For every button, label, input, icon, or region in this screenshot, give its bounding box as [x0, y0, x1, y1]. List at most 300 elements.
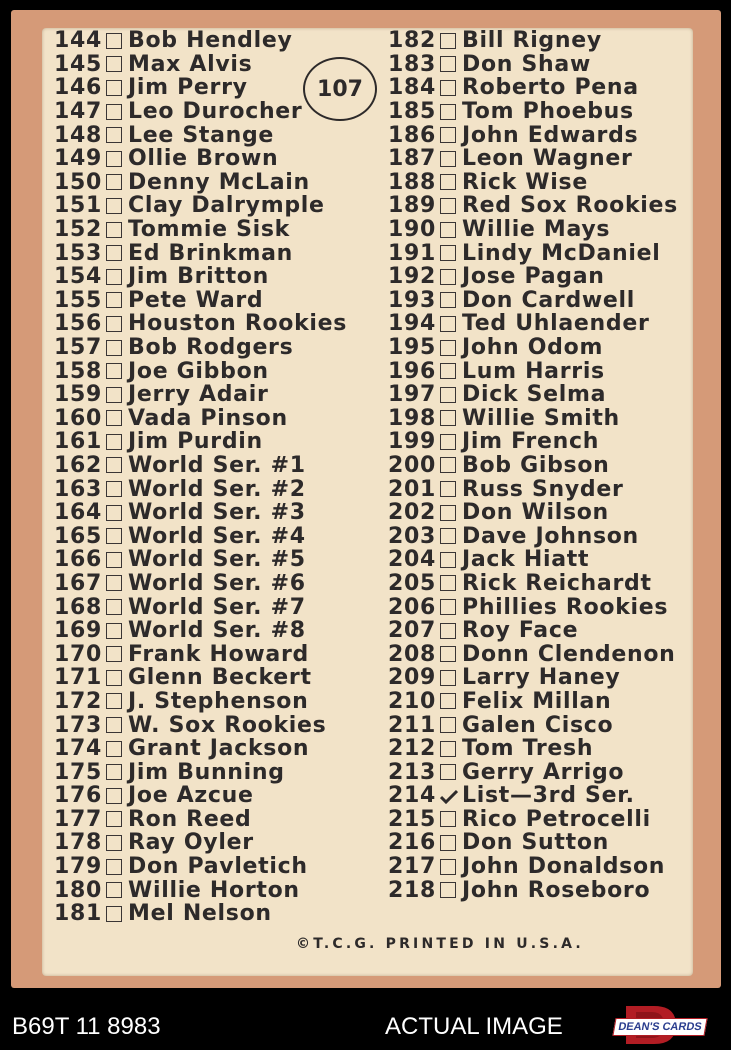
- checkbox[interactable]: [440, 835, 456, 851]
- checklist-left-column: [54, 29, 347, 926]
- card-number: 173: [54, 712, 103, 738]
- player-name: Willie Smith: [462, 405, 620, 431]
- checklist-row: [54, 713, 347, 737]
- card-number: 160: [54, 405, 103, 431]
- player-name: Donn Clendenon: [462, 641, 676, 667]
- card-number: 179: [54, 854, 103, 880]
- card-number: 214: [388, 783, 437, 809]
- card-number: 178: [54, 830, 103, 856]
- checkbox[interactable]: [440, 693, 456, 709]
- checkbox[interactable]: [106, 292, 122, 308]
- card-number: 217: [388, 854, 437, 880]
- card-number: 202: [388, 500, 437, 526]
- checklist-row: [388, 383, 678, 407]
- card-number: 216: [388, 830, 437, 856]
- checklist-row: [54, 619, 347, 643]
- checkbox[interactable]: [440, 292, 456, 308]
- player-name: Mel Nelson: [128, 901, 272, 927]
- checkbox[interactable]: [106, 151, 122, 167]
- checkbox[interactable]: [440, 434, 456, 450]
- checkbox[interactable]: [106, 811, 122, 827]
- checkbox[interactable]: [106, 481, 122, 497]
- checklist-row: [388, 312, 678, 336]
- checkbox[interactable]: [106, 104, 122, 120]
- checkbox[interactable]: [106, 56, 122, 72]
- checkbox[interactable]: [440, 387, 456, 403]
- card-number: 147: [54, 99, 103, 125]
- player-name: Lum Harris: [462, 358, 605, 384]
- card-number: 201: [388, 476, 437, 502]
- checklist-row: [54, 808, 347, 832]
- card-number: 166: [54, 547, 103, 573]
- card-number: 150: [54, 169, 103, 195]
- player-name: Leon Wagner: [462, 146, 633, 172]
- actual-image-label: ACTUAL IMAGE: [385, 1013, 563, 1040]
- card-number: 182: [388, 28, 437, 54]
- card-number: 168: [54, 594, 103, 620]
- checkbox[interactable]: [440, 316, 456, 332]
- checkbox[interactable]: [106, 269, 122, 285]
- player-name: Clay Dalrymple: [128, 193, 325, 219]
- checklist-row: [54, 902, 347, 926]
- checkbox[interactable]: [440, 410, 456, 426]
- checkbox[interactable]: [106, 623, 122, 639]
- checklist-row: [54, 760, 347, 784]
- checklist-row: [54, 123, 347, 147]
- card-number: 190: [388, 217, 437, 243]
- player-name: Glenn Beckert: [128, 665, 312, 691]
- card-number: 206: [388, 594, 437, 620]
- checkbox[interactable]: [440, 80, 456, 96]
- checklist-row: [388, 855, 678, 879]
- checkbox[interactable]: [440, 599, 456, 615]
- checkbox[interactable]: [106, 222, 122, 238]
- checkbox[interactable]: [440, 269, 456, 285]
- player-name: Roberto Pena: [462, 75, 639, 101]
- player-name: Jim Perry: [128, 75, 248, 101]
- checkbox[interactable]: [106, 387, 122, 403]
- card-number: 176: [54, 783, 103, 809]
- card-number: 152: [54, 217, 103, 243]
- card-number: 192: [388, 264, 437, 290]
- player-name: Ron Reed: [128, 806, 252, 832]
- card-number: 204: [388, 547, 437, 573]
- checkbox[interactable]: [106, 906, 122, 922]
- card-number: 156: [54, 311, 103, 337]
- card-number: 187: [388, 146, 437, 172]
- player-name: Jerry Adair: [128, 382, 269, 408]
- card-number: 162: [54, 452, 103, 478]
- card-number: 194: [388, 311, 437, 337]
- card-number: 207: [388, 618, 437, 644]
- checklist-row: [388, 619, 678, 643]
- player-name: World Ser. #4: [128, 523, 306, 549]
- checkbox[interactable]: [106, 693, 122, 709]
- card-number: 198: [388, 405, 437, 431]
- card-number-badge: 107: [303, 57, 377, 121]
- checkbox[interactable]: [106, 127, 122, 143]
- player-name: Jim French: [462, 429, 600, 455]
- card-number: 169: [54, 618, 103, 644]
- player-name: Willie Mays: [462, 217, 611, 243]
- checkbox[interactable]: [106, 646, 122, 662]
- checklist-row: [54, 100, 347, 124]
- card-number: 174: [54, 736, 103, 762]
- card-number: 149: [54, 146, 103, 172]
- checklist-row: [54, 312, 347, 336]
- checklist-row: [388, 53, 678, 77]
- card-number: 151: [54, 193, 103, 219]
- player-name: John Edwards: [462, 122, 639, 148]
- checklist-row: [388, 241, 678, 265]
- player-name: John Odom: [462, 335, 604, 361]
- player-name: Rick Wise: [462, 169, 588, 195]
- checkbox[interactable]: [440, 56, 456, 72]
- player-name: World Ser. #5: [128, 547, 306, 573]
- checkbox[interactable]: [440, 198, 456, 214]
- checklist-row: [388, 407, 678, 431]
- checklist-row: [54, 407, 347, 431]
- checkbox[interactable]: [106, 33, 122, 49]
- player-name: Russ Snyder: [462, 476, 624, 502]
- checklist-row: [54, 595, 347, 619]
- player-name: Jim Britton: [128, 264, 269, 290]
- checklist-row: [388, 572, 678, 596]
- player-name: Jose Pagan: [462, 264, 605, 290]
- deans-cards-logo: [614, 1004, 704, 1046]
- copyright-line: ©T.C.G. PRINTED IN U.S.A.: [296, 936, 584, 952]
- player-name: Don Sutton: [462, 830, 610, 856]
- checklist-row: [54, 454, 347, 478]
- card-number: 196: [388, 358, 437, 384]
- checkmark-icon: [440, 788, 458, 804]
- player-name: Leo Durocher: [128, 99, 303, 125]
- card-number: 145: [54, 51, 103, 77]
- checkbox[interactable]: [440, 104, 456, 120]
- player-name: John Donaldson: [462, 854, 666, 880]
- player-name: World Ser. #1: [128, 452, 306, 478]
- checklist-row: [388, 524, 678, 548]
- checkbox[interactable]: [440, 859, 456, 875]
- checkbox[interactable]: [106, 245, 122, 261]
- checkbox[interactable]: [106, 670, 122, 686]
- player-name: Phillies Rookies: [462, 594, 669, 620]
- checkbox[interactable]: [440, 646, 456, 662]
- checklist-row: [54, 265, 347, 289]
- checklist-row: [54, 241, 347, 265]
- player-name: World Ser. #7: [128, 594, 306, 620]
- checklist-row: [388, 430, 678, 454]
- checklist-right-column: [388, 29, 678, 902]
- listing-code: B69T 11 8983: [12, 1013, 161, 1040]
- checklist-row: [388, 831, 678, 855]
- checklist-row: [388, 289, 678, 313]
- player-name: Lee Stange: [128, 122, 275, 148]
- card-number: 146: [54, 75, 103, 101]
- checkbox[interactable]: [440, 741, 456, 757]
- checklist-row: [54, 383, 347, 407]
- checkbox[interactable]: [106, 741, 122, 757]
- card-number: 171: [54, 665, 103, 691]
- card-number: 211: [388, 712, 437, 738]
- checkbox[interactable]: [440, 882, 456, 898]
- card-number: 199: [388, 429, 437, 455]
- checklist-row: [388, 477, 678, 501]
- checkbox[interactable]: [440, 811, 456, 827]
- card-number: 180: [54, 877, 103, 903]
- checkbox[interactable]: [106, 599, 122, 615]
- player-name: Jim Purdin: [128, 429, 263, 455]
- player-name: Willie Horton: [128, 877, 300, 903]
- player-name: Houston Rookies: [128, 311, 348, 337]
- checklist-row: [54, 855, 347, 879]
- checkbox[interactable]: [440, 717, 456, 733]
- logo-text: DEAN'S CARDS: [612, 1018, 707, 1036]
- player-name: Don Cardwell: [462, 287, 636, 313]
- player-name: Galen Cisco: [462, 712, 614, 738]
- checkbox[interactable]: [106, 859, 122, 875]
- checkbox[interactable]: [440, 174, 456, 190]
- card-number: 215: [388, 806, 437, 832]
- player-name: Denny McLain: [128, 169, 310, 195]
- card-number: 167: [54, 570, 103, 596]
- checklist-row: [388, 878, 678, 902]
- card-number: 212: [388, 736, 437, 762]
- checkbox[interactable]: [106, 717, 122, 733]
- player-name: Bob Rodgers: [128, 335, 294, 361]
- checklist-row: [388, 218, 678, 242]
- player-name: W. Sox Rookies: [128, 712, 327, 738]
- card-number: 191: [388, 240, 437, 266]
- checkbox[interactable]: [106, 80, 122, 96]
- checkbox[interactable]: [440, 33, 456, 49]
- checklist-row: [54, 548, 347, 572]
- checkbox[interactable]: [106, 788, 122, 804]
- card-number: 155: [54, 287, 103, 313]
- card-number: 213: [388, 759, 437, 785]
- checklist-row: [54, 524, 347, 548]
- player-name: List—3rd Ser.: [462, 783, 635, 809]
- player-name: Ollie Brown: [128, 146, 279, 172]
- checklist-row: [388, 784, 678, 808]
- card-number: 177: [54, 806, 103, 832]
- checkbox[interactable]: [440, 363, 456, 379]
- checklist-row: [54, 29, 347, 53]
- card-number: 186: [388, 122, 437, 148]
- checkbox[interactable]: [440, 222, 456, 238]
- checkbox[interactable]: [440, 623, 456, 639]
- player-name: Grant Jackson: [128, 736, 310, 762]
- checklist-row: [54, 147, 347, 171]
- checkbox[interactable]: [106, 410, 122, 426]
- card-number: 172: [54, 688, 103, 714]
- player-name: Larry Haney: [462, 665, 621, 691]
- card-number: 189: [388, 193, 437, 219]
- checklist-row: [54, 194, 347, 218]
- checklist-row: [388, 336, 678, 360]
- card-number: 195: [388, 335, 437, 361]
- player-name: Lindy McDaniel: [462, 240, 661, 266]
- checklist-row: [388, 737, 678, 761]
- checklist-row: [388, 666, 678, 690]
- listing-footer: [0, 1000, 731, 1050]
- player-name: Roy Face: [462, 618, 579, 644]
- checkbox[interactable]: [106, 198, 122, 214]
- player-name: Bob Gibson: [462, 452, 610, 478]
- checklist-row: [54, 642, 347, 666]
- player-name: Pete Ward: [128, 287, 264, 313]
- player-name: World Ser. #3: [128, 500, 306, 526]
- checklist-row: [388, 100, 678, 124]
- checklist-row: [388, 760, 678, 784]
- card-number: 188: [388, 169, 437, 195]
- player-name: Tom Phoebus: [462, 99, 634, 125]
- card-number: 203: [388, 523, 437, 549]
- checklist-row: [54, 289, 347, 313]
- checklist-row: [54, 690, 347, 714]
- player-name: Rico Petrocelli: [462, 806, 651, 832]
- checklist-row: [388, 642, 678, 666]
- checkbox[interactable]: [440, 670, 456, 686]
- card-number: 205: [388, 570, 437, 596]
- checklist-row: [388, 501, 678, 525]
- card-number: 158: [54, 358, 103, 384]
- player-name: Ted Uhlaender: [462, 311, 650, 337]
- checkbox[interactable]: [440, 552, 456, 568]
- player-name: Jim Bunning: [128, 759, 285, 785]
- card-number: 163: [54, 476, 103, 502]
- checkbox[interactable]: [440, 764, 456, 780]
- player-name: Jack Hiatt: [462, 547, 590, 573]
- player-name: Don Shaw: [462, 51, 591, 77]
- card-number: 208: [388, 641, 437, 667]
- card-number: 153: [54, 240, 103, 266]
- card-number: 154: [54, 264, 103, 290]
- player-name: Don Wilson: [462, 500, 609, 526]
- checklist-row: [54, 501, 347, 525]
- checkbox[interactable]: [440, 151, 456, 167]
- card-number: 183: [388, 51, 437, 77]
- checklist-row: [54, 477, 347, 501]
- checkbox[interactable]: [440, 481, 456, 497]
- checkbox[interactable]: [440, 340, 456, 356]
- checkbox[interactable]: [106, 174, 122, 190]
- checklist-row: [54, 737, 347, 761]
- checklist-row: [54, 666, 347, 690]
- card-number: 185: [388, 99, 437, 125]
- checkbox[interactable]: [106, 340, 122, 356]
- checkbox[interactable]: [440, 457, 456, 473]
- checkbox[interactable]: [106, 552, 122, 568]
- checklist-row: [54, 171, 347, 195]
- card-number: 159: [54, 382, 103, 408]
- player-name: Rick Reichardt: [462, 570, 652, 596]
- player-name: Red Sox Rookies: [462, 193, 678, 219]
- checkbox[interactable]: [106, 457, 122, 473]
- checklist-row: [388, 29, 678, 53]
- checkbox[interactable]: [440, 245, 456, 261]
- card-number: 193: [388, 287, 437, 313]
- checklist-row: [388, 595, 678, 619]
- card-number: 164: [54, 500, 103, 526]
- checkbox[interactable]: [106, 575, 122, 591]
- checklist-row: [54, 218, 347, 242]
- checklist-row: [54, 53, 347, 77]
- checklist-row: [54, 336, 347, 360]
- checklist-row: [388, 454, 678, 478]
- checklist-row: [54, 831, 347, 855]
- player-name: J. Stephenson: [128, 688, 309, 714]
- card-number: 144: [54, 28, 103, 54]
- checklist-row: [388, 359, 678, 383]
- card-number: 175: [54, 759, 103, 785]
- checkbox[interactable]: [106, 505, 122, 521]
- card-number: 161: [54, 429, 103, 455]
- card-number: 148: [54, 122, 103, 148]
- checklist-row: [54, 359, 347, 383]
- player-name: John Roseboro: [462, 877, 651, 903]
- checklist-row: [388, 548, 678, 572]
- player-name: World Ser. #8: [128, 618, 306, 644]
- card-number: 218: [388, 877, 437, 903]
- checklist-row: [388, 147, 678, 171]
- player-name: Joe Gibbon: [128, 358, 269, 384]
- player-name: Don Pavletich: [128, 854, 308, 880]
- card-number: 210: [388, 688, 437, 714]
- checkbox[interactable]: [106, 528, 122, 544]
- checkbox[interactable]: [106, 835, 122, 851]
- checklist-row: [388, 194, 678, 218]
- checklist-row: [54, 572, 347, 596]
- checkbox[interactable]: [106, 363, 122, 379]
- checklist-row: [54, 784, 347, 808]
- checklist-row: [388, 76, 678, 100]
- player-name: Vada Pinson: [128, 405, 288, 431]
- checklist-row: [388, 690, 678, 714]
- player-name: World Ser. #6: [128, 570, 306, 596]
- card-number: 184: [388, 75, 437, 101]
- player-name: World Ser. #2: [128, 476, 306, 502]
- player-name: Frank Howard: [128, 641, 309, 667]
- checkbox[interactable]: [106, 764, 122, 780]
- player-name: Gerry Arrigo: [462, 759, 625, 785]
- checkbox[interactable]: [106, 316, 122, 332]
- card-number: 170: [54, 641, 103, 667]
- checkbox[interactable]: [440, 127, 456, 143]
- checklist-row: [388, 265, 678, 289]
- checkbox[interactable]: [440, 505, 456, 521]
- checklist-row: [54, 430, 347, 454]
- checkbox[interactable]: [440, 575, 456, 591]
- player-name: Felix Millan: [462, 688, 612, 714]
- player-name: Ray Oyler: [128, 830, 254, 856]
- checklist-row: [388, 123, 678, 147]
- card-number: 157: [54, 335, 103, 361]
- checkbox[interactable]: [106, 434, 122, 450]
- player-name: Bill Rigney: [462, 28, 602, 54]
- checklist-row: [388, 713, 678, 737]
- checkbox[interactable]: [440, 528, 456, 544]
- card-number: 209: [388, 665, 437, 691]
- player-name: Bob Hendley: [128, 28, 293, 54]
- checkbox[interactable]: [106, 882, 122, 898]
- checklist-row: [388, 808, 678, 832]
- player-name: Tommie Sisk: [128, 217, 290, 243]
- player-name: Max Alvis: [128, 51, 253, 77]
- checklist-row: [54, 878, 347, 902]
- player-name: Tom Tresh: [462, 736, 594, 762]
- card-number: 200: [388, 452, 437, 478]
